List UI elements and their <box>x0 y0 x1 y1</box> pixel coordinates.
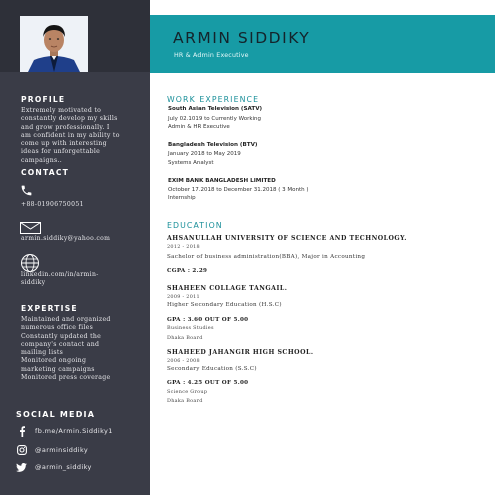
college-years: 2009 - 2011 <box>167 294 200 300</box>
profile-line: am confident in my ability to <box>21 131 120 139</box>
school-years: 2006 - 2008 <box>167 358 200 364</box>
social-instagram[interactable] <box>16 444 88 456</box>
school-board: Dhaka Board <box>167 398 203 404</box>
job-dates: January 2018 to May 2019 <box>168 151 241 157</box>
school-degree: Secondary Education (S.S.C) <box>167 366 257 372</box>
job-role: Admin & HR Executive <box>168 124 230 130</box>
college-gpa: GPA : 3.60 OUT OF 5.00 <box>167 317 249 323</box>
expertise-line: numerous office files <box>21 324 94 332</box>
profile-photo <box>20 16 88 72</box>
university-years: 2012 - 2018 <box>167 244 200 250</box>
university-name: AHSANULLAH UNIVERSITY OF SCIENCE AND TECHNOLOGY. <box>167 235 407 242</box>
candidate-role: HR & Admin Executive <box>174 52 249 59</box>
profile-text <box>21 107 120 165</box>
instagram-icon <box>16 445 27 456</box>
expertise-line: Monitored press coverage <box>21 374 111 382</box>
candidate-name: ARMIN SIDDIKY <box>173 29 311 47</box>
school-name: SHAHEED JAHANGIR HIGH SCHOOL. <box>167 349 314 356</box>
job-dates: October 17.2018 to December 31.2018 ( 3 Month ) <box>168 187 309 193</box>
email-link[interactable]: armin.siddiky@yahoo.com <box>21 235 111 242</box>
college-name: SHAHEEN COLLAGE TANGAIL. <box>167 285 288 292</box>
university-degree: Sachelor of business administration(BBA), Major in Accounting <box>167 254 366 260</box>
work-experience-heading: WORK EXPERIENCE <box>167 95 260 104</box>
job-company: Bangladesh Television (BTV) <box>168 142 258 148</box>
facebook-icon <box>16 426 27 437</box>
profile-line: come up with interesting <box>21 140 107 148</box>
profile-line: ideas for unforgettable <box>21 148 101 156</box>
job-dates: July 02.1019 to Currently Working <box>168 116 262 122</box>
profile-heading: PROFILE <box>21 95 66 104</box>
expertise-line: Constantly updated the <box>21 332 102 340</box>
linkedin-link[interactable] <box>21 271 99 287</box>
phone-text[interactable]: +88-01906750051 <box>21 201 84 208</box>
profile-line: constantly develop my skills <box>21 115 118 123</box>
education-heading: EDUCATION <box>167 221 223 230</box>
university-cgpa: CGPA : 2.29 <box>167 268 208 274</box>
job-company: South Asian Television (SATV) <box>168 106 263 112</box>
school-gpa: GPA : 4.25 OUT OF 5.00 <box>167 380 249 386</box>
expertise-line: company's contact and <box>21 340 100 348</box>
profile-line: campaigns.. <box>21 156 63 164</box>
job-role: Systems Analyst <box>168 160 214 166</box>
expertise-text <box>21 316 111 382</box>
social-heading: SOCIAL MEDIA <box>16 410 96 419</box>
school-group: Science Group <box>167 389 208 395</box>
linkedin-line: linkedin.com/in/armin- <box>21 271 99 278</box>
expertise-line: Monitored ongoing <box>21 357 87 365</box>
linkedin-line: siddiky <box>21 279 46 287</box>
college-degree: Higher Secondary Education (H.S.C) <box>167 302 282 308</box>
contact-heading: CONTACT <box>21 168 70 177</box>
twitter-text: @armin_siddiky <box>35 463 92 471</box>
facebook-text: fb.me/Armin.Siddiky1 <box>35 427 113 435</box>
college-board: Dhaka Board <box>167 335 203 341</box>
job-role: Internship <box>168 195 196 201</box>
social-twitter[interactable] <box>16 461 92 473</box>
phone-icon <box>20 182 33 201</box>
profile-line: and grow professionally. I <box>21 123 110 131</box>
expertise-heading: EXPERTISE <box>21 304 78 313</box>
expertise-line: marketing campaigns <box>21 365 95 373</box>
profile-line: Extremely motivated to <box>21 107 102 114</box>
instagram-text: @arminsiddiky <box>35 446 89 454</box>
college-group: Business Studies <box>167 325 214 331</box>
expertise-line: mailing lists <box>21 349 64 357</box>
expertise-line: Maintained and organized <box>21 316 111 323</box>
job-company: EXIM BANK BANGLADESH LIMITED <box>168 178 276 184</box>
twitter-icon <box>16 462 27 473</box>
header-band <box>150 15 495 73</box>
sidebar <box>0 0 150 495</box>
social-facebook[interactable] <box>16 425 113 437</box>
